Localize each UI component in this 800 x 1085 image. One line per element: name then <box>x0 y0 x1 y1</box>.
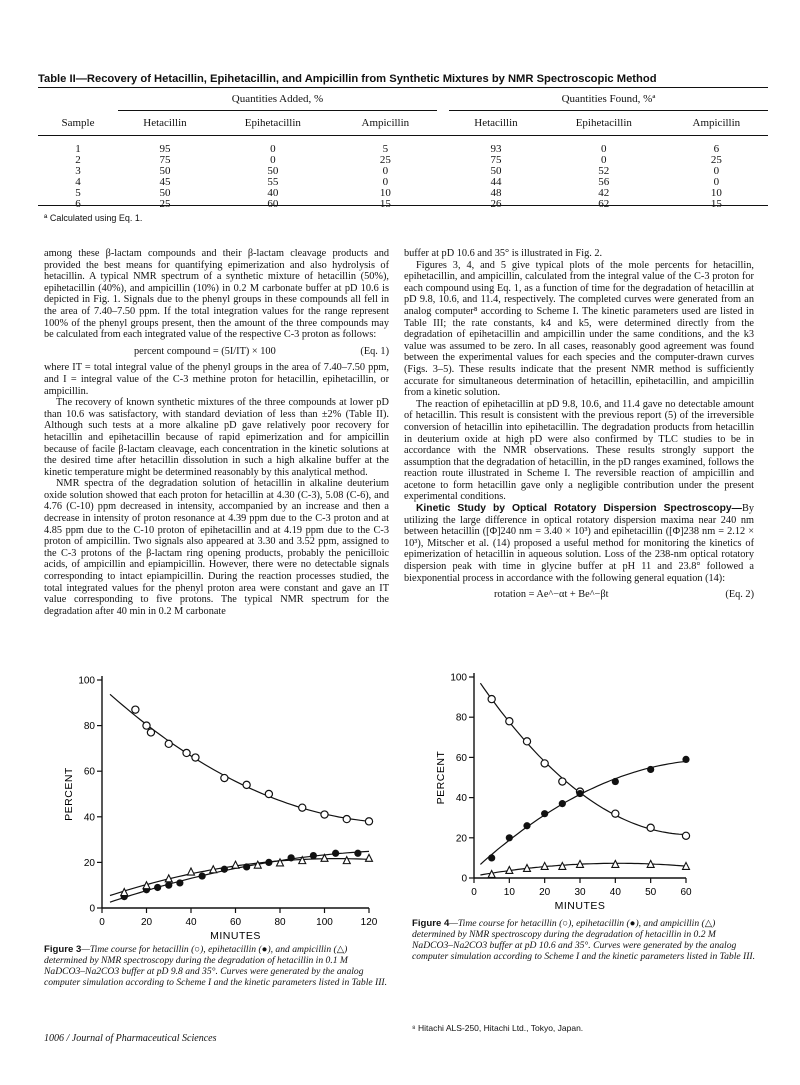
data-point-hetacillin <box>243 781 250 788</box>
data-point-ampicillin <box>612 860 619 867</box>
fit-curve <box>480 761 686 864</box>
table-row <box>38 177 768 188</box>
x-tick-label: 80 <box>274 917 286 928</box>
data-point-hetacillin <box>612 810 619 817</box>
data-point-epihetacillin <box>165 882 172 889</box>
table-spacer <box>437 155 449 166</box>
plot-area <box>435 673 692 913</box>
data-point-hetacillin <box>165 740 172 747</box>
x-tick-label: 0 <box>99 917 105 928</box>
data-point-hetacillin <box>299 804 306 811</box>
equation-1-text: percent compound = (5I/IT) × 100 <box>134 345 276 357</box>
table-cell: 0 <box>382 176 389 188</box>
data-point-hetacillin <box>192 754 199 761</box>
data-point-epihetacillin <box>576 790 583 797</box>
figure-3-caption-text: —Time course for hetacillin (○), epihetacillin (●), and ampicillin (△) determined by NMR spectroscopy during the degradation of hetacillin in 0.1 M NaDCO3–Na2CO3 buffer at pD 9.8 and 35°. Curves were generated by the analog computer simulation according to Scheme I and the kinetic parameters listed in Table III. <box>44 944 388 988</box>
table-cell: 93 <box>490 143 502 155</box>
table-row <box>38 166 768 177</box>
x-tick-label: 40 <box>185 917 197 928</box>
table-cell: 25 <box>379 154 391 166</box>
recovery-table <box>38 90 768 210</box>
equation-2-text: rotation = Ae^−αt + Be^−βt <box>494 589 609 601</box>
data-point-hetacillin <box>132 706 139 713</box>
data-point-epihetacillin <box>176 879 183 886</box>
equation-2-number: (Eq. 2) <box>725 589 754 601</box>
fit-curve <box>480 683 686 834</box>
header-epihetacillin-found: Epihetacillin <box>575 116 632 129</box>
group-added-header: Quantities Added, % <box>118 90 437 110</box>
x-tick-label: 30 <box>574 887 586 898</box>
left-paragraph-2: where IT = total integral value of the phenyl groups in the area of 7.40–7.50 ppm, and I = integral value of the C-3 methine proton for hetacillin, epihetacillin, or ampicillin. <box>44 362 389 397</box>
table-cell: 3 <box>75 165 81 177</box>
x-tick-label: 50 <box>645 887 657 898</box>
x-tick-label: 60 <box>229 917 242 928</box>
table-cell: 60 <box>267 198 279 210</box>
figure-4-caption-text: —Time course for hetacillin (○), epihetacillin (●), and ampicillin (△) determined by NMR spectroscopy during the degradation of hetacillin in 0.2 M NaDCO3–Na2CO3 buffer at pD 10.6 and 35°. Curves were generated by the analog computer simulation according to Scheme I and the kinetic parameters listed in Table III. <box>412 918 756 962</box>
table-cell: 0 <box>601 154 607 166</box>
table-caption: Table II—Recovery of Hetacillin, Epihetacillin, and Ampicillin from Synthetic Mixtures by NMR Spectroscopic Method <box>38 73 657 85</box>
data-point-ampicillin <box>366 854 373 861</box>
y-tick-label: 20 <box>83 857 95 869</box>
table-row <box>38 155 768 166</box>
left-column <box>44 248 389 617</box>
data-point-hetacillin <box>183 749 190 756</box>
equation-1 <box>44 341 389 363</box>
table-header-rule <box>38 135 768 136</box>
table-cell: 0 <box>713 165 720 177</box>
x-tick-label: 20 <box>140 917 153 928</box>
y-tick-label: 0 <box>89 903 95 915</box>
header-sample: Sample <box>61 116 95 129</box>
table-cell: 40 <box>267 187 279 199</box>
figure-4-chart <box>412 653 742 918</box>
data-point-epihetacillin <box>523 822 530 829</box>
x-axis-label: MINUTES <box>210 930 261 942</box>
y-axis-label: PERCENT <box>63 767 75 821</box>
y-tick-label: 60 <box>455 752 467 764</box>
data-point-epihetacillin <box>199 872 206 879</box>
data-point-epihetacillin <box>154 884 161 891</box>
data-point-hetacillin <box>221 774 228 781</box>
table-body <box>38 136 768 210</box>
table-spacer <box>437 177 449 188</box>
table-cell: 26 <box>490 198 502 210</box>
data-point-hetacillin <box>488 696 495 703</box>
left-paragraph-1: among these β-lactam compounds and their β-lactam cleavage products and provided the best means for quantifying epimerization and also hydrolysis of hetacillin. A typical NMR spectrum of a synthetic mixture of hetacillin (50%), epihetacillin (40%), and ampicillin (10%) in 0.2 M carbonate buffer at pD 10.6 is depicted in Fig. 1. Signals due to the phenyl groups in these compounds all fell in the area of 7.40–7.50 ppm. If the total integration values for the range represent 100% of the phenyl groups present, then the amount of the three compounds may be calculated from each integrated value of the respective C-3 proton as follows: <box>44 248 389 341</box>
right-column <box>404 248 754 606</box>
data-point-epihetacillin <box>541 810 548 817</box>
data-point-epihetacillin <box>506 834 513 841</box>
y-tick-label: 0 <box>461 873 467 885</box>
table-cell: 0 <box>382 165 389 177</box>
table-bottom-rule <box>38 205 768 206</box>
fit-curve <box>110 694 369 821</box>
table-cell: 75 <box>159 154 171 166</box>
table-cell: 10 <box>379 187 391 199</box>
y-tick-label: 80 <box>455 712 467 724</box>
header-hetacillin-found: Hetacillin <box>474 116 518 129</box>
x-tick-label: 20 <box>539 887 551 898</box>
data-point-epihetacillin <box>682 756 689 763</box>
table-cell: 0 <box>270 143 276 155</box>
y-tick-label: 100 <box>450 672 467 684</box>
table-cell: 0 <box>270 154 276 166</box>
table-cell: 5 <box>75 187 81 199</box>
figure-3-caption <box>44 944 389 988</box>
table-cell: 25 <box>159 198 171 210</box>
table-cell: 75 <box>490 154 502 166</box>
table-cell: 15 <box>379 198 391 210</box>
equation-1-number: (Eq. 1) <box>360 345 389 357</box>
table-cell: 56 <box>598 176 610 188</box>
y-tick-label: 60 <box>83 766 95 778</box>
data-point-hetacillin <box>365 818 372 825</box>
table-cell: 52 <box>598 165 610 177</box>
header-ampicillin-found: Ampicillin <box>692 116 741 129</box>
right-paragraph-4: By utilizing the large difference in optical rotatory dispersion maxima near 240 nm between hetacillin ([Φ]240 nm = 3.40 × 10³) and epihetacillin ([Φ]238 nm = 2.12 × 10³), Mitscher et al. (14) proposed a useful method for monitoring the kinetics of epimerization of hetacillin in aqueous solution. Loss of the 238-nm optical rotatory dispersion peak with time in glycine buffer at pH 11 and 23.8° followed a biexponential process in accordance with the following general equation (14): <box>404 503 754 584</box>
data-point-hetacillin <box>682 832 689 839</box>
data-point-ampicillin <box>343 857 350 864</box>
left-paragraph-4: NMR spectra of the degradation solution of hetacillin in alkaline deuterium oxide solution showed that each proton for hetacillin at 4.30 (C-3), 5.08 (C-6), and 4.76 (C-10) ppm decreased in intensity, accompanied by an increase and then a decrease in intensity of proton resonance at 4.39 ppm due to the C-3 proton and at 4.85 ppm due to the C-10 proton of epihetacillin and at 4.19 ppm due to the C-3 proton of ampicillin. Two signals also appeared at 3.30 and 3.52 ppm, assigned to the C-3 protons of the β-lactam ring opening products, probably the penicilloic acids, of ampicillin and epiampicillin. However, there were no detectable signals corresponding to intact epiampicillin. During the reaction processes studied, the total integrated values for the phenyl proton area were constant and gave an IT value corresponding to five protons. The typical NMR spectrum for the degradation after 40 min in 0.2 M carbonate <box>44 478 389 617</box>
table-cell: 6 <box>75 198 81 210</box>
table-cell: 10 <box>710 187 722 199</box>
data-point-epihetacillin <box>332 850 339 857</box>
data-point-hetacillin <box>143 722 150 729</box>
x-axis-label: MINUTES <box>554 900 606 912</box>
table-cell: 44 <box>490 176 502 188</box>
y-tick-label: 40 <box>455 793 467 805</box>
data-point-epihetacillin <box>310 852 317 859</box>
figure-3-chart <box>44 658 384 943</box>
table-cell: 50 <box>267 165 279 177</box>
data-point-ampicillin <box>188 868 195 875</box>
table-cell: 6 <box>713 143 720 155</box>
table-cell: 25 <box>710 154 722 166</box>
data-point-hetacillin <box>343 815 350 822</box>
figure-4-caption <box>412 918 757 962</box>
right-paragraph-2: Figures 3, 4, and 5 give typical plots of the mole percents for hetacillin, epihetacillin, and ampicillin, calculated from the integral value of the C-3 proton for each compound using Eq. 1, as a function of time for the degradation of hetacillin at pD 9.8, 10.6, and 11.4, respectively. The completed curves were generated from an analog computer⁸ according to Scheme I. The kinetic parameters used are listed in Table III; the rate constants, k4 and k5, were determined directly from the degradation of epihetacillin and ampicillin under the same conditions, and the k3 value was assumed to be zero. In all cases, reasonably good agreement was found between the experimental values for each species and the computer-drawn curves (Figs. 3–5). These results indicate that the present NMR method is sufficiently accurate for simultaneous determination of hetacillin, epihetacillin, and ampicillin from a kinetic solution. <box>404 259 754 399</box>
figure-3-caption-label: Figure 3 <box>44 944 82 955</box>
header-epihetacillin-added: Epihetacillin <box>244 116 301 129</box>
data-point-hetacillin <box>541 760 548 767</box>
plot-area <box>63 676 378 943</box>
table-cell: 0 <box>601 143 607 155</box>
data-point-epihetacillin <box>354 850 361 857</box>
y-tick-label: 40 <box>83 812 95 824</box>
left-paragraph-3: The recovery of known synthetic mixtures of the three compounds at lower pD than 10.6 was satisfactory, with standard deviation of less than ±2% (Table II). Although such tests at a more alkaline pD gave relatively poor recovery for hetacillin and epihetacillin because of rapid epimerization and for ampicillin because of facile β-lactam cleavage, each concentration in the kinetic solutions at the desired time after hetacillin dissolution in such a high alkaline buffer at the kinetic temperature might be determined reasonably by this analytical method. <box>44 397 389 478</box>
table-cell: 50 <box>490 165 502 177</box>
table-spacer <box>437 188 449 199</box>
x-tick-label: 120 <box>360 917 378 928</box>
header-ampicillin-added: Ampicillin <box>361 116 410 129</box>
data-point-hetacillin <box>147 729 154 736</box>
y-tick-label: 20 <box>455 833 467 845</box>
x-tick-label: 10 <box>503 887 515 898</box>
x-tick-label: 40 <box>609 887 621 898</box>
table-row <box>38 188 768 199</box>
table-cell: 0 <box>713 176 720 188</box>
header-hetacillin-added: Hetacillin <box>143 116 187 129</box>
footnote-8: ⁸ Hitachi ALS-250, Hitachi Ltd., Tokyo, Japan. <box>412 1023 584 1033</box>
data-point-hetacillin <box>321 811 328 818</box>
right-paragraph-3: The reaction of epihetacillin at pD 9.8, 10.6, and 11.4 gave no detectable amount of hetacillin. This result is consistent with the previous report (5) of the irreversible conversion of hetacillin into epihetacillin. The degradation products from hetacillin in deuterium oxide at high pD were also confirmed by TLC studies to be in accordance with the NMR observations. These results strongly support the assumption that the degradation of hetacillin, in the pD ranges examined, follows the reaction route illustrated in Scheme I. The reversible reaction of ampicillin and acetone to form hetacillin gave only a negligible contribution under the present experimental conditions. <box>404 398 755 503</box>
page-footer: 1006 / Journal of Pharmaceutical Sciences <box>44 1033 217 1044</box>
data-point-epihetacillin <box>647 766 654 773</box>
table-footnote: ª Calculated using Eq. 1. <box>44 213 143 223</box>
equation-2 <box>404 584 754 606</box>
table-cell: 55 <box>267 176 279 188</box>
y-axis-label: PERCENT <box>435 750 447 805</box>
data-point-epihetacillin <box>612 778 619 785</box>
figure-4-caption-label: Figure 4 <box>412 918 450 929</box>
data-point-hetacillin <box>506 718 513 725</box>
x-tick-label: 60 <box>680 887 692 898</box>
table-row <box>38 144 768 155</box>
x-tick-label: 100 <box>316 917 333 928</box>
x-tick-label: 0 <box>471 887 477 898</box>
table-cell: 95 <box>159 143 171 155</box>
table-cell: 42 <box>598 187 610 199</box>
y-tick-label: 80 <box>83 721 95 733</box>
data-point-hetacillin <box>523 738 530 745</box>
data-point-epihetacillin <box>488 854 495 861</box>
y-tick-label: 100 <box>78 675 95 687</box>
table-cell: 50 <box>159 187 171 199</box>
table-cell: 1 <box>75 143 81 155</box>
table-cell: 5 <box>382 143 389 155</box>
table-cell: 2 <box>75 154 81 166</box>
table-spacer <box>437 166 449 177</box>
data-point-ampicillin <box>232 861 239 868</box>
table-top-rule <box>38 87 768 88</box>
data-point-hetacillin <box>647 824 654 831</box>
group-found-header: Quantities Found, %ª <box>449 90 768 110</box>
data-point-hetacillin <box>265 790 272 797</box>
table-spacer <box>437 144 449 155</box>
table-cell: 48 <box>490 187 502 199</box>
table-cell: 4 <box>75 176 81 188</box>
right-paragraph-1: buffer at pD 10.6 and 35° is illustrated in Fig. 2. <box>404 248 603 259</box>
table-cell: 45 <box>159 176 171 188</box>
table-cell: 50 <box>159 165 171 177</box>
table-cell: 62 <box>598 198 610 210</box>
section-heading-ord: Kinetic Study by Optical Rotatory Dispersion Spectroscopy— <box>416 503 742 515</box>
data-point-hetacillin <box>559 778 566 785</box>
data-point-epihetacillin <box>559 800 566 807</box>
table-cell: 15 <box>710 198 722 210</box>
